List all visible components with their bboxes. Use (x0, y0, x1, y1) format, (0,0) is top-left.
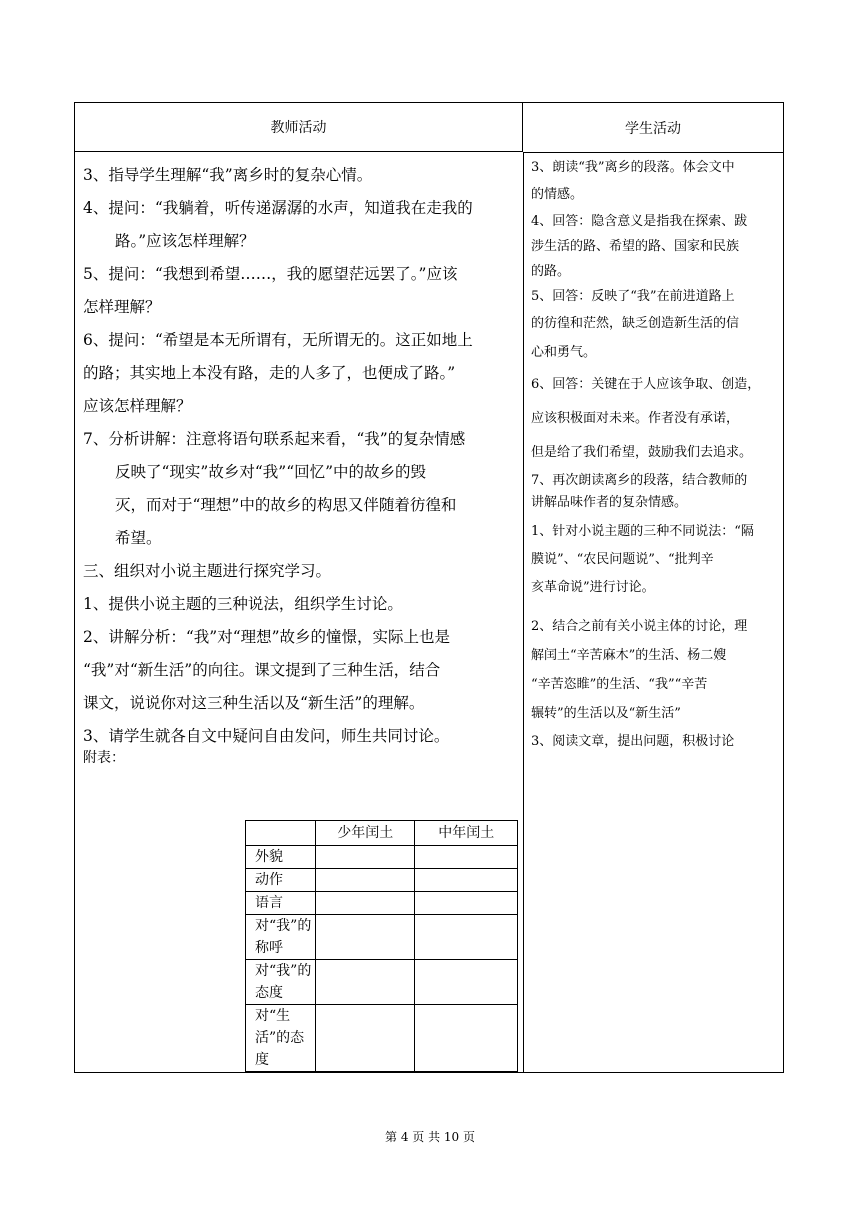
empty-cell (415, 869, 518, 892)
empty-cell (315, 915, 415, 960)
empty-cell (415, 1005, 518, 1072)
teacher-line: 4、提问：“我躺着，听传递潺潺的水声，知道我在走我的 (83, 199, 473, 217)
empty-cell (315, 1005, 415, 1072)
student-line: 的彷徨和茫然，缺乏创造新生活的信 (531, 316, 740, 331)
appendix-table (245, 820, 518, 1072)
teacher-line: 希望。 (115, 529, 162, 547)
appendix-header-cell: 少年闰土 (315, 821, 415, 846)
teacher-line: 三、组织对小说主题进行探究学习。 (83, 562, 332, 580)
student-line: 但是给了我们希望，鼓励我们去追求。 (531, 445, 753, 460)
lesson-plan-table (74, 102, 784, 1073)
teacher-line: 5、提问：“我想到希望……，我的愿望茫远罢了。”应该 (83, 265, 458, 283)
teacher-line: 3、请学生就各自文中疑问自由发问，师生共同讨论。 (83, 727, 450, 745)
student-line: 4、回答：隐含意义是指我在探索、跋 (531, 214, 748, 229)
teacher-line: 2、讲解分析：“我”对“理想”故乡的憧憬，实际上也是 (83, 628, 451, 646)
teacher-line: 课文，说说你对这三种生活以及“新生活”的理解。 (83, 694, 425, 712)
empty-cell (415, 892, 518, 915)
empty-cell (315, 869, 415, 892)
empty-cell (315, 846, 415, 869)
student-line: 的情感。 (531, 187, 584, 202)
student-line: 5、回答：反映了“我”在前进道路上 (531, 289, 735, 304)
student-line: 1、针对小说主题的三种不同说法：“隔 (531, 524, 754, 539)
appendix-row (246, 869, 518, 892)
student-line: 心和勇气。 (531, 345, 597, 360)
row-label: 对“我”的态度 (246, 960, 316, 1005)
column-divider (523, 152, 524, 1072)
teacher-line: 3、指导学生理解“我”离乡时的复杂心情。 (83, 166, 373, 184)
teacher-line: 6、提问：“希望是本无所谓有，无所谓无的。这正如地上 (83, 331, 473, 349)
empty-cell (415, 915, 518, 960)
teacher-line: 7、分析讲解：注意将语句联系起来看，“我”的复杂情感 (83, 430, 466, 448)
student-activity-header: 学生活动 (523, 103, 783, 153)
teacher-line: 1、提供小说主题的三种说法，组织学生讨论。 (83, 595, 403, 613)
teacher-line: 路。”应该怎样理解？ (115, 232, 255, 250)
teacher-line: 的路；其实地上本没有路，走的人多了，也便成了路。” (83, 364, 456, 382)
student-line: 辗转”的生活以及“新生活” (531, 706, 681, 721)
appendix-header-row (246, 821, 518, 846)
row-label: 语言 (246, 892, 316, 915)
student-line: 的路。 (531, 264, 571, 279)
appendix-header-cell (246, 821, 316, 846)
student-line: 6、回答：关键在于人应该争取、创造， (531, 377, 761, 392)
student-line: 3、阅读文章，提出问题，积极讨论 (531, 734, 735, 749)
teacher-line: 怎样理解？ (83, 298, 161, 316)
student-line: 解闰土“辛苦麻木”的生活、杨二嫂 (531, 648, 727, 663)
empty-cell (315, 960, 415, 1005)
appendix-row (246, 892, 518, 915)
empty-cell (315, 892, 415, 915)
empty-cell (415, 846, 518, 869)
appendix-row (246, 1005, 518, 1072)
teacher-activity-column (83, 159, 517, 767)
student-line: 涉生活的路、希望的路、国家和民族 (531, 239, 740, 254)
teacher-line: 反映了“现实”故乡对“我”“回忆”中的故乡的毁 (115, 463, 427, 481)
appendix-row (246, 915, 518, 960)
row-label: 对“生活”的态度 (246, 1005, 316, 1072)
teacher-line: “我”对“新生活”的向往。课文提到了三种生活，结合 (83, 661, 441, 679)
row-label: 对“我”的称呼 (246, 915, 316, 960)
teacher-line: 应该怎样理解？ (83, 397, 192, 415)
student-line: 7、再次朗读离乡的段落，结合教师的 (531, 473, 748, 488)
student-line: 亥革命说”进行讨论。 (531, 580, 655, 595)
student-line: 应该积极面对未来。作者没有承诺， (531, 411, 740, 426)
row-label: 外貌 (246, 846, 316, 869)
teacher-activity-header: 教师活动 (75, 103, 523, 152)
student-line: “辛苦恣睢”的生活、“我”“辛苦 (531, 677, 708, 692)
student-line: 膜说”、“农民问题说”、“批判辛 (531, 552, 714, 567)
student-line: 讲解品味作者的复杂情感。 (531, 495, 688, 510)
teacher-line: 灭，而对于“理想”中的故乡的构思又伴随着彷徨和 (115, 496, 457, 514)
empty-cell (415, 960, 518, 1005)
appendix-row (246, 960, 518, 1005)
student-activity-column (531, 155, 779, 756)
appendix-header-cell: 中年闰土 (415, 821, 518, 846)
appendix-label: 附表： (83, 750, 125, 766)
student-line: 3、朗读“我”离乡的段落。体会文中 (531, 160, 735, 175)
student-line: 2、结合之前有关小说主体的讨论，理 (531, 619, 748, 634)
appendix-row (246, 846, 518, 869)
page-footer: 第 4 页 共 10 页 (385, 1130, 475, 1144)
row-label: 动作 (246, 869, 316, 892)
